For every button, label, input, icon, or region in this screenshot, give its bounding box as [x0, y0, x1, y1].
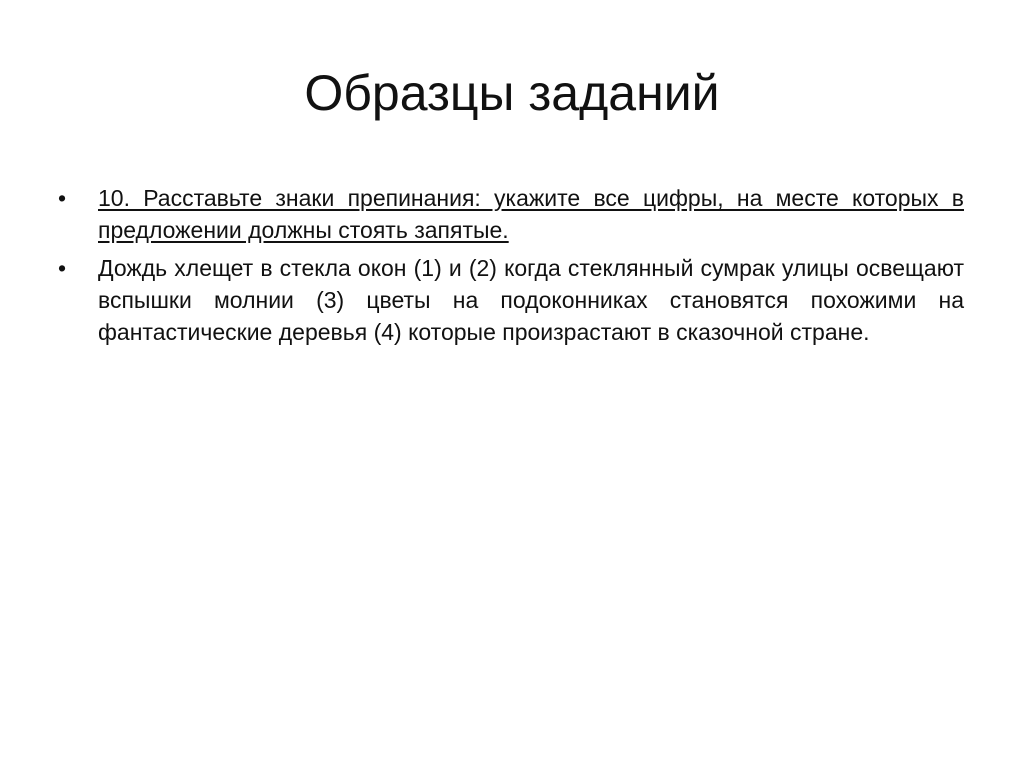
bullet-marker: •	[58, 185, 67, 211]
task-instruction-text: 10. Расставьте знаки препинания: укажите все цифры, на месте которых в предложении должны стоять запятые.	[98, 185, 964, 243]
bullet-list	[56, 182, 964, 354]
slide-title: Образцы заданий	[304, 65, 720, 121]
bullet-item-sentence	[56, 252, 964, 348]
bullet-marker: •	[58, 255, 67, 281]
task-sentence-text: Дождь хлещет в стекла окон (1) и (2) когда стеклянный сумрак улицы освещают вспышки молнии (3) цветы на подоконниках становятся похожими на фантастические деревья (4) которые произрастают в сказочной стране.	[98, 255, 964, 345]
bullet-item-task	[56, 182, 964, 246]
